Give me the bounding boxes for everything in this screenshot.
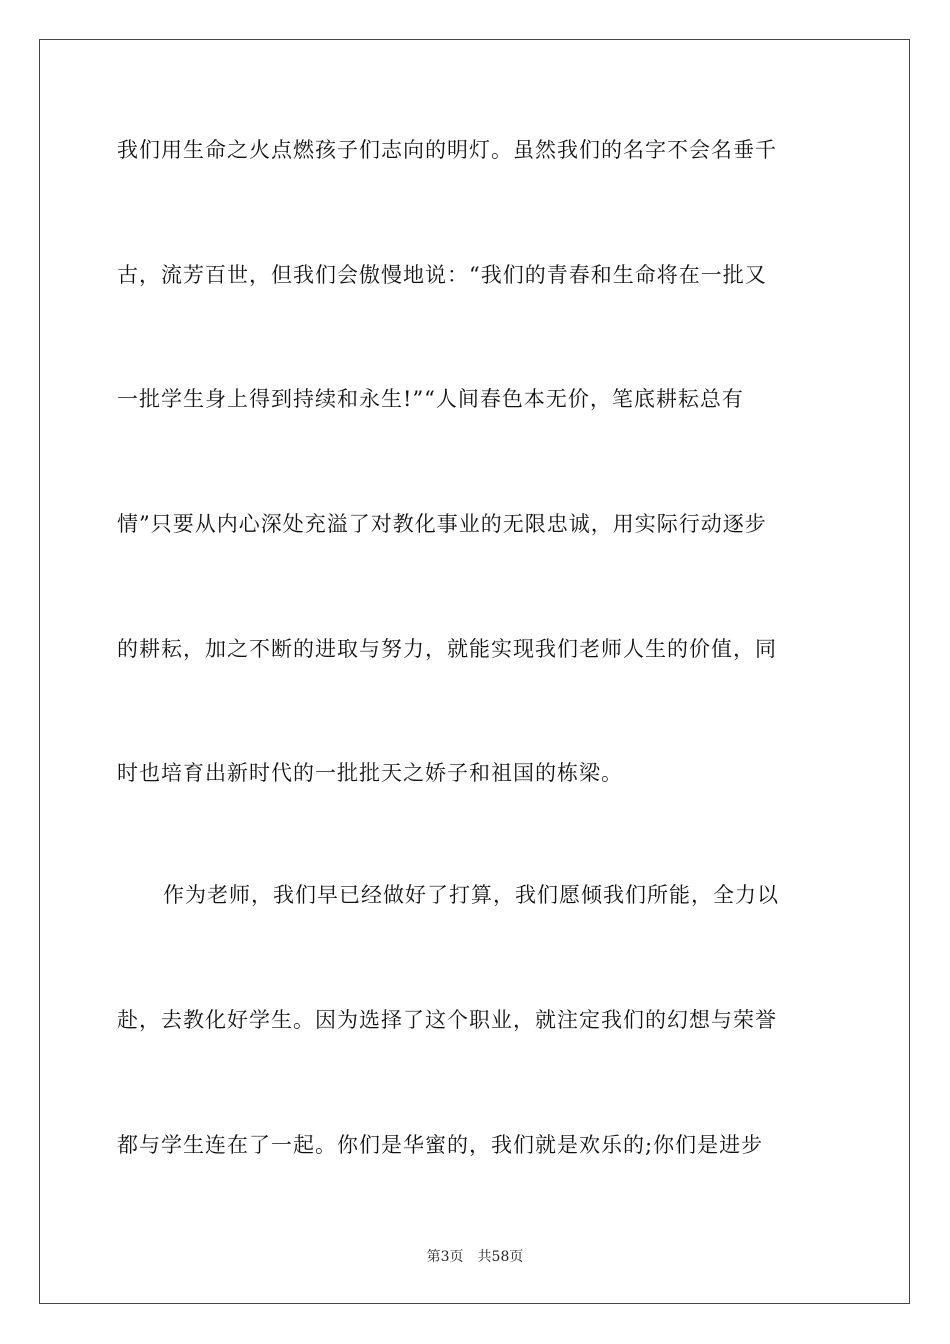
total-pages: 共58页 [477,1249,524,1265]
text-line-8: 赴，去教化好学生。因为选择了这个职业，就注定我们的幻想与荣誉 [117,1008,777,1032]
text-line-9: 都与学生连在了一起。你们是华蜜的，我们就是欢乐的;你们是进步 [117,1133,764,1157]
text-line-7-paragraph-start: 作为老师，我们早已经做好了打算，我们愿倾我们所能，全力以 [163,883,779,907]
text-line-5: 的耕耘，加之不断的进取与努力，就能实现我们老师人生的价值，同 [117,637,777,661]
page-number: 第3页 [426,1249,464,1265]
text-line-2: 古，流芳百世，但我们会傲慢地说：“我们的青春和生命将在一批又 [117,263,767,287]
text-line-1: 我们用生命之火点燃孩子们志向的明灯。虽然我们的名字不会名垂千 [117,138,777,162]
page-border [39,39,910,1304]
page-footer [0,1246,950,1266]
text-line-6: 时也培育出新时代的一批批天之娇子和祖国的栋梁。 [117,761,623,785]
text-line-3: 一批学生身上得到持续和永生!”“人间春色本无价，笔底耕耘总有 [117,387,744,411]
text-line-4: 情”只要从内心深处充溢了对教化事业的无限忠诚，用实际行动逐步 [117,512,767,536]
